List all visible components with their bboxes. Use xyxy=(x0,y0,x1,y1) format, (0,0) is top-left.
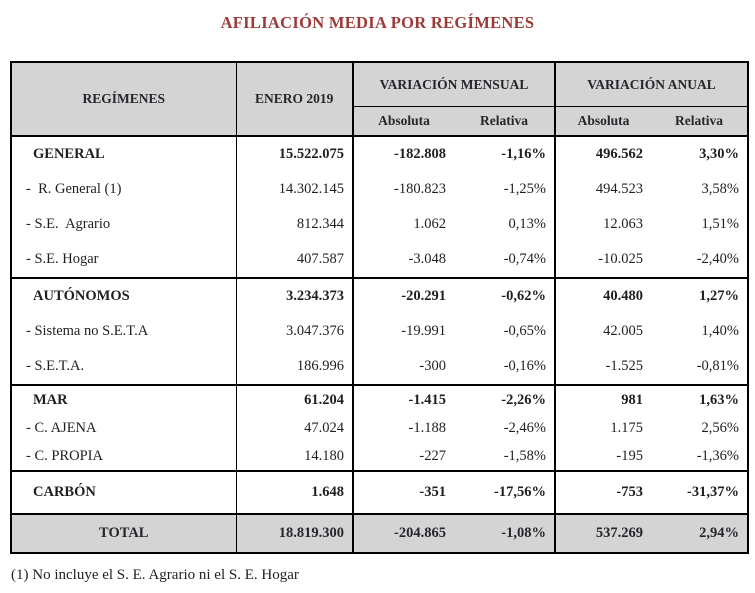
table-row xyxy=(11,314,748,349)
total-row xyxy=(11,514,748,553)
total-cell-anual-relativa: 2,94% xyxy=(651,514,748,553)
cell-enero-2019: 14.180 xyxy=(236,442,353,471)
cell-mensual-absoluta: -3.048 xyxy=(408,251,446,267)
cell-anual-relativa: 1,51% xyxy=(701,216,739,232)
table-row xyxy=(11,349,748,385)
cell-regimen-label: - C. AJENA xyxy=(11,414,236,442)
cell-regimen-label: - S.E. Agrario xyxy=(11,207,236,242)
cell-enero-2019: 812.344 xyxy=(236,207,353,242)
cell-regimen-label: GENERAL xyxy=(11,136,236,172)
cell-enero-2019: 186.996 xyxy=(236,349,353,385)
cell-enero-2019: 47.024 xyxy=(236,414,353,442)
col-header-mensual-absoluta: Absoluta xyxy=(353,107,454,137)
header-row-groups xyxy=(11,62,748,107)
total-label: TOTAL xyxy=(11,514,236,553)
cell-anual-absoluta: -10.025 xyxy=(598,251,643,267)
cell-mensual-absoluta: -20.291 xyxy=(353,278,454,314)
afiliacion-table xyxy=(10,61,749,554)
cell-mensual-relativa: -17,56% xyxy=(454,471,555,514)
cell-anual-relativa: -0,81% xyxy=(696,358,739,374)
cell-mensual-absoluta: -182.808 xyxy=(353,136,454,172)
table-footer xyxy=(11,514,748,553)
table-row xyxy=(11,242,748,278)
section-autonomos xyxy=(11,278,748,385)
table-row xyxy=(11,278,748,314)
col-header-mensual-relativa: Relativa xyxy=(454,107,555,137)
col-header-anual-relativa: Relativa xyxy=(651,107,748,137)
section-mar xyxy=(11,385,748,471)
cell-mensual-relativa: -1,25% xyxy=(454,172,555,207)
table-row xyxy=(11,442,748,471)
col-header-variacion-mensual: VARIACIÓN MENSUAL xyxy=(353,62,555,107)
cell-anual-absoluta: 981 xyxy=(555,385,651,414)
table-header xyxy=(11,62,748,136)
total-cell-mensual-relativa: -1,08% xyxy=(454,514,555,553)
cell-enero-2019: 3.047.376 xyxy=(236,314,353,349)
cell-enero-2019: 407.587 xyxy=(236,242,353,278)
table-row xyxy=(11,207,748,242)
cell-mensual-relativa: -2,46% xyxy=(454,414,555,442)
cell-enero-2019: 1.648 xyxy=(236,471,353,514)
table-container xyxy=(10,61,755,554)
cell-enero-2019: 15.522.075 xyxy=(236,136,353,172)
cell-anual-relativa: 1,27% xyxy=(651,278,748,314)
cell-anual-relativa: 3,58% xyxy=(701,181,739,197)
cell-mensual-absoluta: -1.188 xyxy=(408,419,446,436)
section-general xyxy=(11,136,748,278)
total-cell-anual-absoluta: 537.269 xyxy=(555,514,651,553)
cell-mensual-absoluta: -19.991 xyxy=(401,323,446,339)
table-row xyxy=(11,385,748,414)
cell-anual-absoluta: -1.525 xyxy=(605,358,643,374)
cell-mensual-absoluta: -227 xyxy=(419,447,446,464)
cell-regimen-label: - S.E.T.A. xyxy=(11,349,236,385)
cell-anual-relativa: 3,30% xyxy=(651,136,748,172)
col-header-regimenes: REGÍMENES xyxy=(11,62,236,136)
cell-anual-absoluta: 496.562 xyxy=(555,136,651,172)
cell-mensual-relativa: -1,58% xyxy=(454,442,555,471)
cell-mensual-relativa: -0,16% xyxy=(454,349,555,385)
cell-anual-relativa: -31,37% xyxy=(651,471,748,514)
cell-mensual-relativa: -0,65% xyxy=(454,314,555,349)
cell-anual-relativa: 1,63% xyxy=(651,385,748,414)
cell-anual-absoluta: 12.063 xyxy=(603,216,643,232)
col-header-anual-absoluta: Absoluta xyxy=(555,107,651,137)
cell-anual-absoluta: 1.175 xyxy=(610,419,643,436)
cell-regimen-label: MAR xyxy=(11,385,236,414)
total-cell-enero: 18.819.300 xyxy=(236,514,353,553)
page-title: AFILIACIÓN MEDIA POR REGÍMENES xyxy=(220,13,535,32)
cell-regimen-label: AUTÓNOMOS xyxy=(11,278,236,314)
cell-enero-2019: 61.204 xyxy=(236,385,353,414)
table-row xyxy=(11,172,748,207)
cell-anual-absoluta: 40.480 xyxy=(555,278,651,314)
table-row xyxy=(11,414,748,442)
table-row xyxy=(11,471,748,514)
footnote: (1) No incluye el S. E. Agrario ni el S. E. Hogar xyxy=(11,567,299,583)
cell-mensual-relativa: -0,62% xyxy=(454,278,555,314)
table-row xyxy=(11,136,748,172)
cell-mensual-relativa: 0,13% xyxy=(454,207,555,242)
cell-anual-relativa: 2,56% xyxy=(701,419,739,436)
cell-enero-2019: 3.234.373 xyxy=(236,278,353,314)
cell-regimen-label: - R. General (1) xyxy=(11,172,236,207)
cell-mensual-absoluta: -351 xyxy=(353,471,454,514)
section-carbon xyxy=(11,471,748,514)
cell-regimen-label: CARBÓN xyxy=(11,471,236,514)
cell-regimen-label: - Sistema no S.E.T.A xyxy=(11,314,236,349)
cell-anual-absoluta: -195 xyxy=(616,447,643,464)
cell-mensual-absoluta: -180.823 xyxy=(394,181,446,197)
cell-anual-relativa: 1,40% xyxy=(701,323,739,339)
cell-anual-absoluta: 42.005 xyxy=(603,323,643,339)
cell-mensual-relativa: -2,26% xyxy=(454,385,555,414)
cell-mensual-absoluta: -1.415 xyxy=(353,385,454,414)
cell-mensual-absoluta: -300 xyxy=(419,358,446,374)
cell-enero-2019: 14.302.145 xyxy=(236,172,353,207)
col-header-variacion-anual: VARIACIÓN ANUAL xyxy=(555,62,748,107)
total-cell-mensual-absoluta: -204.865 xyxy=(353,514,454,553)
cell-mensual-absoluta: 1.062 xyxy=(413,216,446,232)
cell-anual-relativa: -2,40% xyxy=(696,251,739,267)
cell-mensual-relativa: -1,16% xyxy=(454,136,555,172)
cell-regimen-label: - S.E. Hogar xyxy=(11,242,236,278)
col-header-enero-2019: ENERO 2019 xyxy=(236,62,353,136)
cell-mensual-relativa: -0,74% xyxy=(454,242,555,278)
cell-regimen-label: - C. PROPIA xyxy=(11,442,236,471)
cell-anual-relativa: -1,36% xyxy=(696,447,739,464)
cell-anual-absoluta: 494.523 xyxy=(595,181,643,197)
cell-anual-absoluta: -753 xyxy=(555,471,651,514)
